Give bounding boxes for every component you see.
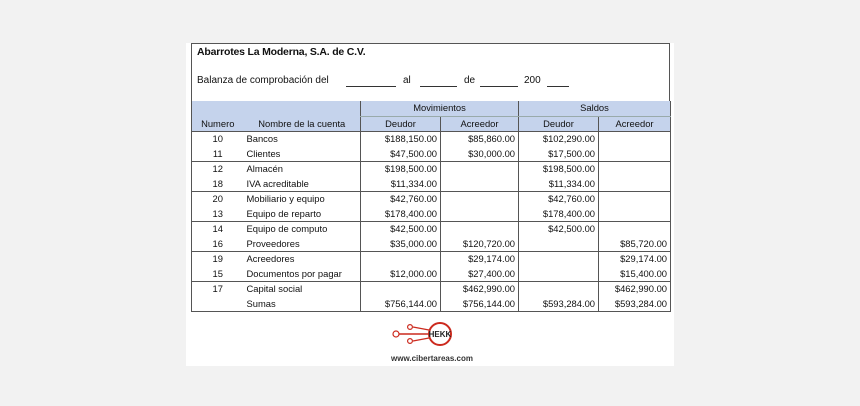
table-row <box>192 162 671 177</box>
period-label: Balanza de comprobación del <box>197 75 329 86</box>
account-name: Proveedores <box>244 237 361 252</box>
de-label: de <box>464 75 476 86</box>
account-name: Equipo de reparto <box>244 207 361 222</box>
sal-deudor-cell: $11,334.00 <box>519 177 599 192</box>
account-number: 17 <box>192 282 244 297</box>
sal-deudor-cell: $593,284.00 <box>519 297 599 312</box>
mov-acreedor-cell: $85,860.00 <box>441 132 519 147</box>
logo-text: HEKK <box>428 330 452 339</box>
mov-deudor-header: Deudor <box>361 116 441 132</box>
movimientos-header: Movimientos <box>361 101 519 116</box>
mov-deudor-cell: $188,150.00 <box>361 132 441 147</box>
mov-deudor-cell: $178,400.00 <box>361 207 441 222</box>
sal-acreedor-cell <box>599 207 671 222</box>
mov-deudor-cell: $12,000.00 <box>361 267 441 282</box>
year-blank <box>547 86 569 87</box>
sal-acreedor-cell <box>599 147 671 162</box>
sal-acreedor-cell <box>599 162 671 177</box>
mov-acreedor-cell <box>441 177 519 192</box>
mov-acreedor-cell <box>441 222 519 237</box>
company-name: Abarrotes La Moderna, S.A. de C.V. <box>197 46 366 58</box>
account-number: 19 <box>192 252 244 267</box>
al-label: al <box>403 75 411 86</box>
sal-deudor-cell: $102,290.00 <box>519 132 599 147</box>
balance-sheet <box>186 43 674 366</box>
table-row <box>192 147 671 162</box>
year-label: 200 <box>524 75 541 86</box>
mov-acreedor-cell: $462,990.00 <box>441 282 519 297</box>
account-number: 18 <box>192 177 244 192</box>
account-name: Sumas <box>244 297 361 312</box>
mov-deudor-cell: $42,760.00 <box>361 192 441 207</box>
account-number: 14 <box>192 222 244 237</box>
account-number <box>192 297 244 312</box>
account-number: 10 <box>192 132 244 147</box>
mov-acreedor-cell: $30,000.00 <box>441 147 519 162</box>
sal-deudor-cell: $178,400.00 <box>519 207 599 222</box>
account-number: 20 <box>192 192 244 207</box>
account-name: Documentos por pagar <box>244 267 361 282</box>
table-row <box>192 132 671 147</box>
numero-header: Numero <box>192 116 244 132</box>
account-number: 12 <box>192 162 244 177</box>
sal-deudor-cell: $17,500.00 <box>519 147 599 162</box>
mov-deudor-cell: $35,000.00 <box>361 237 441 252</box>
account-number: 16 <box>192 237 244 252</box>
sal-deudor-cell <box>519 237 599 252</box>
mov-deudor-cell <box>361 282 441 297</box>
account-name: Equipo de computo <box>246 223 328 235</box>
mov-acreedor-cell <box>441 162 519 177</box>
period-end-blank <box>420 86 457 87</box>
table-row <box>192 207 671 222</box>
table-row <box>192 237 671 252</box>
account-name: Acreedores <box>246 253 295 265</box>
account-name: Clientes <box>244 147 361 162</box>
table-row <box>192 252 671 267</box>
account-name: Almacén <box>246 163 283 175</box>
sal-deudor-cell <box>519 267 599 282</box>
report-header <box>191 43 670 102</box>
table-row <box>192 192 671 207</box>
account-number: 15 <box>192 267 244 282</box>
mov-acreedor-cell: $27,400.00 <box>441 267 519 282</box>
account-name: IVA acreditable <box>244 177 361 192</box>
mov-acreedor-cell <box>441 192 519 207</box>
mov-acreedor-cell <box>441 207 519 222</box>
website-url: www.cibertareas.com <box>391 354 473 363</box>
period-start-blank <box>346 86 396 87</box>
saldos-header: Saldos <box>519 101 671 116</box>
sal-acreedor-cell: $29,174.00 <box>599 252 671 267</box>
totals-row <box>192 297 671 312</box>
mov-acreedor-header: Acreedor <box>441 116 519 132</box>
mov-deudor-cell: $11,334.00 <box>361 177 441 192</box>
sal-deudor-cell <box>519 282 599 297</box>
sal-deudor-cell: $42,760.00 <box>519 192 599 207</box>
account-number: 11 <box>192 147 244 162</box>
sal-acreedor-cell <box>599 222 671 237</box>
sal-acreedor-cell <box>599 132 671 147</box>
sal-acreedor-cell: $85,720.00 <box>599 237 671 252</box>
trial-balance-table <box>191 101 671 312</box>
mov-acreedor-cell: $756,144.00 <box>441 297 519 312</box>
mov-deudor-cell: $756,144.00 <box>361 297 441 312</box>
mov-deudor-cell <box>361 252 441 267</box>
sal-deudor-cell: $42,500.00 <box>519 222 599 237</box>
sal-acreedor-header: Acreedor <box>599 116 671 132</box>
account-name: Bancos <box>246 133 278 145</box>
mov-deudor-cell: $198,500.00 <box>361 162 441 177</box>
table-row <box>192 222 671 237</box>
nombre-header: Nombre de la cuenta <box>244 116 361 132</box>
mov-deudor-cell: $42,500.00 <box>361 222 441 237</box>
mov-acreedor-cell: $120,720.00 <box>441 237 519 252</box>
sal-acreedor-cell <box>599 192 671 207</box>
sal-deudor-cell: $198,500.00 <box>519 162 599 177</box>
month-blank <box>480 86 518 87</box>
sal-deudor-header: Deudor <box>519 116 599 132</box>
account-number: 13 <box>192 207 244 222</box>
table-row <box>192 177 671 192</box>
account-name: Mobiliario y equipo <box>246 193 325 205</box>
mov-acreedor-cell: $29,174.00 <box>441 252 519 267</box>
account-name: Capital social <box>246 283 303 295</box>
sal-acreedor-cell: $593,284.00 <box>599 297 671 312</box>
sal-acreedor-cell: $462,990.00 <box>599 282 671 297</box>
mov-deudor-cell: $47,500.00 <box>361 147 441 162</box>
sal-deudor-cell <box>519 252 599 267</box>
hekk-logo <box>383 320 471 356</box>
sal-acreedor-cell <box>599 177 671 192</box>
sal-acreedor-cell: $15,400.00 <box>599 267 671 282</box>
table-row <box>192 282 671 297</box>
table-row <box>192 267 671 282</box>
